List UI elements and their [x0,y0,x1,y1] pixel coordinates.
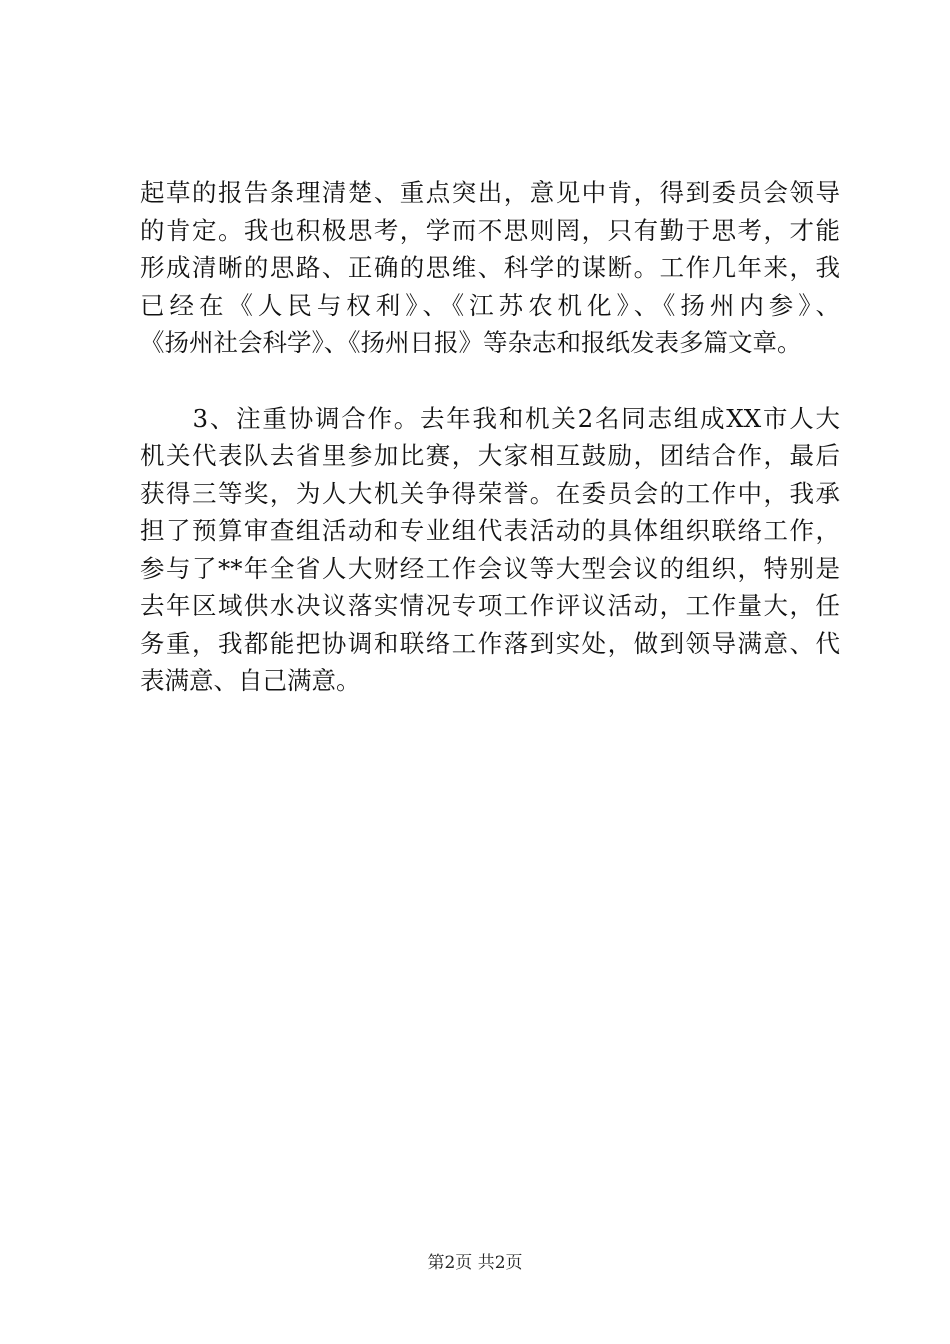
text-line: 获得三等奖，为人大机关争得荣誉。在委员会的工作中，我承 [140,478,840,508]
page-number-footer: 第2页 共2页 [427,1253,523,1273]
document-body [140,174,840,700]
text-line: 务重，我都能把协调和联络工作落到实处，做到领导满意、代 [140,628,840,658]
text-line: 形成清晰的思路、正确的思维、科学的谋断。工作几年来，我 [140,253,840,282]
text-line: 《扬州社会科学》、《扬州日报》等杂志和报纸发表多篇文章。 [140,328,802,357]
text-line: 3、注重协调合作。去年我和机关2名同志组成XX市人大 [140,403,840,433]
text-line: 去年区域供水决议落实情况专项工作评议活动，工作量大，任 [140,591,840,620]
text-line: 参与了**年全省人大财经工作会议等大型会议的组织，特别是 [140,553,840,583]
text-line: 机关代表队去省里参加比赛，大家相互鼓励，团结合作，最后 [140,441,840,470]
text-line: 的肯定。我也积极思考，学而不思则罔，只有勤于思考，才能 [140,215,840,245]
paragraph-publications [140,174,840,362]
text-line: 起草的报告条理清楚、重点突出，意见中肯，得到委员会领导 [140,178,840,207]
text-line: 表满意、自己满意。 [140,666,361,695]
paragraph-coordination [140,400,840,700]
text-line: 已经在《人民与权利》、《江苏农机化》、《扬州内参》、 [140,290,840,320]
text-line: 担了预算审查组活动和专业组代表活动的具体组织联络工作， [140,516,840,545]
